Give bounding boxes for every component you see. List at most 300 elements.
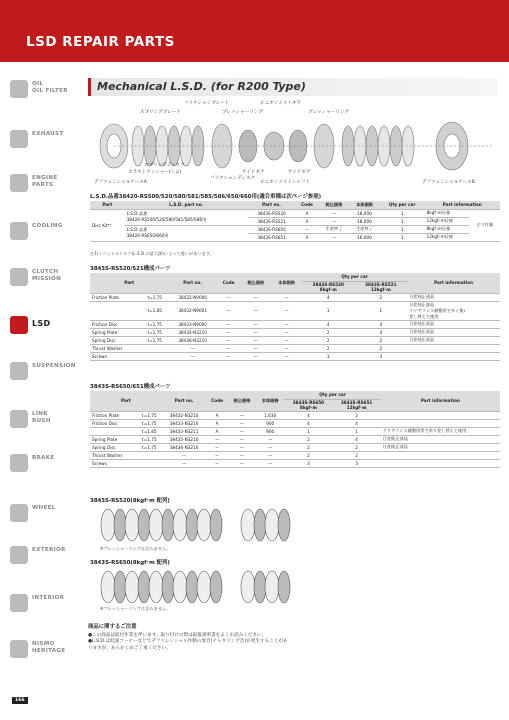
table-cell: 4 [332, 435, 380, 443]
plate-shape [162, 509, 174, 541]
exterior-icon [10, 546, 28, 564]
table-cell: 16,000 [349, 233, 380, 241]
table-cell: A [206, 411, 228, 419]
table-cell: — [271, 344, 302, 352]
table-cell: — [271, 336, 302, 344]
table-cell: — [256, 435, 284, 443]
table-cell: Spring Disc [90, 336, 141, 344]
table-row [90, 328, 500, 336]
table-cell: 900 [256, 427, 284, 435]
table-cell: 4 [355, 328, 408, 336]
table-cell [141, 352, 168, 360]
table-cell: 4 [284, 419, 332, 427]
label-pinion-shaft: ピニオンメイトシャフト [260, 180, 311, 185]
table-cell: Friction Disc [90, 320, 141, 328]
table-cell: 3 [355, 352, 408, 360]
sidebar-item-1[interactable] [6, 128, 80, 152]
sidebar-item-12[interactable] [6, 638, 80, 662]
table-cell: 4 [332, 419, 380, 427]
table-row [90, 301, 500, 320]
plate-shape [149, 571, 163, 603]
link-icon [10, 410, 28, 428]
table-cell: 日産純正部品 [407, 320, 500, 328]
table-cell: 38436-N3210 [168, 336, 216, 344]
plate-shape [173, 571, 187, 603]
table-cell: 生産終了 [319, 225, 350, 233]
table-cell: Thrust Washer [90, 451, 137, 459]
plate-shape [186, 571, 198, 603]
table-cell: — [217, 352, 240, 360]
table-cell: — [168, 344, 216, 352]
table-cell: A [295, 209, 318, 217]
table-cell: 38436-N3210 [162, 443, 206, 451]
table-cell: 3843S-RS520 [248, 209, 296, 217]
plate-shape [138, 509, 150, 541]
column-header: Part [90, 273, 168, 293]
column-header: Qty per car [284, 391, 380, 399]
table-cell: 1 [380, 217, 425, 225]
plate-shape [197, 571, 211, 603]
label-pressure-ring-right: プレッシャーリング [308, 110, 349, 115]
table-cell: Spring Plate [90, 328, 141, 336]
table-cell: — [228, 451, 256, 459]
table-cell: 4 [355, 320, 408, 328]
table-cell: — [256, 459, 284, 467]
table-cell: — [271, 352, 302, 360]
table-cell: 12kgf･m仕様 [425, 233, 470, 241]
sidebar-item-6[interactable] [6, 360, 80, 384]
table-cell: — [256, 443, 284, 451]
lsd-icon [10, 316, 28, 334]
sidebar-item-0[interactable] [6, 78, 80, 102]
plates2-title: 3843S-RS650(8kgf･m 配列) [90, 560, 170, 566]
table-cell [90, 301, 141, 320]
table-cell: Friction Plate [90, 411, 137, 419]
table-cell [381, 459, 500, 467]
table-cell: 2 [355, 336, 408, 344]
table-cell: Screws [90, 352, 141, 360]
table-cell: A [295, 233, 318, 241]
label-thrust-washer: スラストワッシャー(シム) [128, 170, 182, 175]
table-cell: t=1.75 [137, 419, 162, 427]
table-cell: 1 [380, 209, 425, 217]
table-cell: 38435-N3210 [162, 435, 206, 443]
table1-title: L.S.D.品番38420-RS500/520/580/581/585/586/650/660用(適合車種は次ページ参照) [90, 194, 322, 200]
table-cell: 38435-N3210 [168, 328, 216, 336]
plate-shape [210, 571, 222, 603]
label-diff-case-b: デファレンシャルケースB [422, 180, 475, 185]
sidebar-item-2[interactable] [6, 172, 80, 196]
column-header: 税込価格 [228, 391, 256, 411]
table-cell: — [240, 328, 271, 336]
table-cell: 3843S-RS521 [248, 217, 296, 225]
plates2-note: ※プレッシャーリングは含みません。 [100, 606, 171, 611]
table-cell: A [295, 217, 318, 225]
sidebar-item-7[interactable] [6, 408, 80, 432]
column-header: L.S.D. part no. [125, 201, 248, 209]
column-header: Code [217, 273, 240, 293]
column-header: Part [90, 391, 162, 411]
plate-shape [265, 571, 279, 603]
table1-footnote: 注1)イニシャルトルク(L.S.D.の最大値)によって違いがあります。 [90, 251, 214, 256]
table-cell: 38432-N3210 [162, 411, 206, 419]
wheel-icon [10, 504, 28, 522]
page-title: LSD REPAIR PARTS [26, 34, 175, 50]
table-cell: 38432-N9001 [168, 301, 216, 320]
table-row [90, 419, 500, 427]
table-cell: 生産終了 [349, 225, 380, 233]
sidebar-item-label: LINK BUSH [32, 411, 51, 424]
column-header: 税込価格 [319, 201, 350, 209]
category-sidebar [0, 62, 80, 720]
table-cell: 38432-N9000 [168, 293, 216, 301]
table-row [90, 443, 500, 451]
label-spring-plate: スプリングプレート [140, 110, 181, 115]
label-diff-case-a: デファレンシャルケースA [94, 180, 147, 185]
table-row [90, 225, 500, 233]
plates1-title: 3843S-RS520(8kgf･m 配列) [90, 498, 170, 504]
table-cell: — [240, 293, 271, 301]
rs650-parts-table [90, 391, 500, 468]
table-cell: — [206, 443, 228, 451]
table-cell: 日産純正部品 [407, 293, 500, 301]
table-row [90, 320, 500, 328]
table-cell: — [271, 293, 302, 301]
table-row [90, 435, 500, 443]
table-cell: — [319, 233, 350, 241]
sidebar-item-3[interactable] [6, 220, 80, 244]
column-header: 本体価格 [256, 391, 284, 411]
table-cell: — [240, 301, 271, 320]
table-cell: — [228, 427, 256, 435]
table-cell: 1 [332, 427, 380, 435]
table-cell: 2 [355, 344, 408, 352]
plate-shape [241, 571, 255, 603]
column-header: Qty per car [302, 273, 407, 281]
table-cell: 2 [332, 411, 380, 419]
table-cell: 2 [302, 328, 355, 336]
plates1-illustration [100, 506, 400, 544]
table-cell: 18,000 [349, 217, 380, 225]
table-cell: — [228, 443, 256, 451]
table-row [90, 209, 500, 217]
table-cell: — [206, 435, 228, 443]
table-cell [90, 427, 137, 435]
table-cell: t=1.85 [141, 301, 168, 320]
plate-shape [138, 571, 150, 603]
table-cell: 4 [302, 320, 355, 328]
table-cell: — [295, 225, 318, 233]
page-number: 166 [12, 697, 28, 704]
table-cell: — [240, 352, 271, 360]
table-cell: — [217, 328, 240, 336]
plate-shape [265, 509, 279, 541]
cooling-icon [10, 222, 28, 240]
table-cell: — [228, 411, 256, 419]
plate-shape [241, 509, 255, 541]
table-cell: t=1.75 [137, 411, 162, 419]
table-cell: 1 [380, 225, 425, 233]
table-cell: 日産純正部品 クリアランス調整用で多く使い 差し替えて使用 [407, 301, 500, 320]
table-cell: t=1.85 [137, 427, 162, 435]
table-row [90, 293, 500, 301]
sidebar-item-label: BRAKE [32, 455, 55, 461]
plate-shape [254, 509, 266, 541]
label-side-gear-right: サイドギア [288, 170, 311, 175]
table-cell: t=1.75 [141, 293, 168, 301]
column-header: Part no. [162, 391, 206, 411]
table-row [90, 344, 500, 352]
plate-shape [101, 571, 115, 603]
sidebar-item-label: COOLING [32, 223, 63, 229]
sidebar-item-label: OIL OIL FILTER [32, 81, 68, 94]
plates2-illustration [100, 568, 400, 606]
plate-shape [278, 509, 290, 541]
sidebar-item-label: CLUTCH MISSION [32, 269, 62, 282]
exploded-diagram [92, 100, 502, 188]
table-cell: — [206, 451, 228, 459]
table-cell: — [319, 209, 350, 217]
product-notice [88, 624, 288, 652]
table-cell: 日産純正部品 [407, 328, 500, 336]
table-row [90, 451, 500, 459]
table-cell: t=1.75 [137, 435, 162, 443]
column-header: 3843S-RS651 12kgf･m [332, 399, 380, 411]
sidebar-item-label: EXTERIOR [32, 547, 66, 553]
table-cell: — [217, 336, 240, 344]
table-header-row [90, 201, 500, 209]
table-cell [407, 352, 500, 360]
table-cell [137, 459, 162, 467]
table-row [90, 427, 500, 435]
sidebar-item-label: WHEEL [32, 505, 56, 511]
suspension-icon [10, 362, 28, 380]
table-cell: Thrust Washer [90, 344, 141, 352]
plate-shape [173, 509, 187, 541]
lsd-part-cell: L.S.D.品番 38420-RS500/520/580/581/585/586用 [125, 209, 248, 225]
table-cell: 1 [380, 233, 425, 241]
table-cell: 2 [284, 451, 332, 459]
table-cell: — [271, 301, 302, 320]
table-cell: 18,000 [349, 209, 380, 217]
table-cell: 2 [355, 293, 408, 301]
plate-shape [210, 509, 222, 541]
table-cell: — [228, 435, 256, 443]
table-cell: t=1.75 [141, 336, 168, 344]
plate-shape [197, 509, 211, 541]
plate-shape [278, 571, 290, 603]
table-cell: クリアランス調整用等で余り差し替えて使用 [381, 427, 500, 435]
sidebar-item-label: INTERIOR [32, 595, 65, 601]
table-cell: 2 [302, 344, 355, 352]
brake-icon [10, 454, 28, 472]
table-cell: 8kgf･m仕様 [425, 209, 470, 217]
column-header: Code [295, 201, 318, 209]
plate-shape [114, 509, 126, 541]
label-pressure-ring-left: プレッシャーリング [222, 110, 263, 115]
table-cell: — [206, 459, 228, 467]
table-cell: 900 [256, 419, 284, 427]
table-cell: 1,630 [256, 411, 284, 419]
table-cell: — [271, 320, 302, 328]
rs520-parts-table [90, 273, 500, 361]
table-cell: 3843S-RS651 [248, 233, 296, 241]
sidebar-item-label: EXHAUST [32, 131, 64, 137]
sidebar-item-4[interactable] [6, 266, 80, 290]
table-cell: 38433-N9000 [168, 320, 216, 328]
sidebar-item-label: ENGINE PARTS [32, 175, 58, 188]
table-cell: — [319, 217, 350, 225]
table-cell: — [217, 344, 240, 352]
interior-icon [10, 594, 28, 612]
column-header: 税込価格 [240, 273, 271, 293]
heritage-icon [10, 640, 28, 658]
sidebar-item-label: LSD [32, 319, 51, 328]
label-pinion-mate-gear: ピニオンメイトギア [260, 101, 302, 106]
table-cell: — [228, 419, 256, 427]
info-cell: ビス付属 [469, 209, 500, 241]
table-cell: Screws [90, 459, 137, 467]
disc-kit-table [90, 201, 500, 242]
oil-icon [10, 80, 28, 98]
sidebar-item-9[interactable] [6, 502, 80, 526]
column-header: Part information [425, 201, 500, 209]
table-row [90, 336, 500, 344]
table-cell: — [240, 320, 271, 328]
label-friction-plate: フリクションプレート [184, 101, 230, 106]
table-cell: — [256, 451, 284, 459]
table-cell: — [271, 328, 302, 336]
table-cell: — [240, 344, 271, 352]
sidebar-item-label: SUSPENSION [32, 363, 76, 369]
plate-shape [101, 509, 115, 541]
table-cell: 1 [355, 301, 408, 320]
plate-shape [254, 571, 266, 603]
plates1-note: ※プレッシャーリングは含みません。 [100, 546, 171, 551]
clutch-icon [10, 268, 28, 286]
column-header: 本体価格 [271, 273, 302, 293]
column-header: 3843S-RS521 12kgf･m [355, 281, 408, 293]
column-header: Code [206, 391, 228, 411]
table-cell: 日産純正部品 [407, 336, 500, 344]
plate-shape [162, 571, 174, 603]
sidebar-item-10[interactable] [6, 544, 80, 568]
table-cell: Friction Disc [90, 419, 137, 427]
table-cell: 1 [284, 427, 332, 435]
plate-shape [114, 571, 126, 603]
label-spring-disc: スプリングディスク [144, 163, 185, 168]
sidebar-item-label: NISMO HERITAGE [32, 641, 66, 654]
part-cell: Disc Kit*¹ [90, 209, 125, 241]
table-cell: 1 [302, 301, 355, 320]
column-header: Part information [381, 391, 500, 411]
table-cell: 2 [332, 451, 380, 459]
label-friction-disc: フリクションディスク [210, 176, 256, 181]
table-cell: — [162, 451, 206, 459]
section-header [88, 78, 498, 96]
table-cell: — [217, 301, 240, 320]
table-header-row [90, 391, 500, 399]
sidebar-item-11[interactable] [6, 592, 80, 616]
table-cell [407, 344, 500, 352]
column-header: 3843S-RS520 8kgf･m [302, 281, 355, 293]
table2-title: 3843S-RS520/521構成パーツ [90, 266, 171, 272]
column-header: Part no. [168, 273, 216, 293]
table-cell: 3 [302, 352, 355, 360]
table-row [90, 459, 500, 467]
notice-line-2: ●L.S.D.は低速コーナーなどでデファレンシャル作動の異音(チャタリング音)が発生することがありますが、あらかじめご了承ください。 [88, 639, 288, 651]
table-cell: 38433-N3211 [162, 427, 206, 435]
table-cell: A [206, 419, 228, 427]
table-cell [381, 411, 500, 419]
table-cell: 日産純正部品 [381, 443, 500, 451]
table-cell: — [217, 320, 240, 328]
table-cell: 3 [332, 459, 380, 467]
column-header: 本体価格 [349, 201, 380, 209]
lsd-part-cell: L.S.D.品番 38420-RS650/660用 [125, 225, 248, 241]
table-cell [381, 451, 500, 459]
notice-title: 商品に関するご注意 [88, 624, 137, 630]
table-cell: — [228, 459, 256, 467]
table-cell: Spring Plate [90, 435, 137, 443]
column-header: Part no. [248, 201, 296, 209]
table-cell: 3843S-RS650 [248, 225, 296, 233]
table-cell: t=1.75 [141, 328, 168, 336]
plate-shape [125, 571, 139, 603]
plate-shape [125, 509, 139, 541]
table-cell: A [206, 427, 228, 435]
table-cell: — [168, 352, 216, 360]
plate-shape [186, 509, 198, 541]
column-header: Qty per car [380, 201, 425, 209]
section-title: Mechanical L.S.D. (for R200 Type) [97, 80, 306, 93]
table-cell: — [240, 336, 271, 344]
table-cell: 2 [332, 443, 380, 451]
table-cell: — [162, 459, 206, 467]
page-header [0, 0, 509, 62]
table-cell [137, 451, 162, 459]
engine-icon [10, 174, 28, 192]
table-row [90, 352, 500, 360]
table-row [90, 411, 500, 419]
notice-line-1: ●この商品は取付作業を伴います。取り付けの際は取扱説明書をよくお読みください。 [88, 632, 267, 638]
sidebar-item-8[interactable] [6, 452, 80, 476]
table-cell: 4 [302, 293, 355, 301]
column-header: Part [90, 201, 125, 209]
table-cell: 2 [284, 435, 332, 443]
table-cell: t=1.75 [137, 443, 162, 451]
table-cell [141, 344, 168, 352]
table-cell: 12kgf･m仕様 [425, 217, 470, 225]
table-cell: 3 [284, 459, 332, 467]
table-cell: 2 [284, 443, 332, 451]
table-cell: 8kgf･m仕様 [425, 225, 470, 233]
plate-shape [149, 509, 163, 541]
table3-title: 3843S-RS650/651構成パーツ [90, 384, 171, 390]
exhaust-icon [10, 130, 28, 148]
column-header: Part information [407, 273, 500, 293]
sidebar-item-5[interactable] [6, 314, 80, 338]
table-header-row [90, 273, 500, 281]
table-cell: Spring Disc [90, 443, 137, 451]
table-cell: Friction Plate [90, 293, 141, 301]
table-cell: 日産純正部品 [381, 435, 500, 443]
label-side-gear-left: サイドギア [242, 170, 265, 175]
table-cell [381, 419, 500, 427]
table-cell: 4 [284, 411, 332, 419]
table-cell: t=1.75 [141, 320, 168, 328]
column-header: 3843S-RS650 8kgf･m [284, 399, 332, 411]
